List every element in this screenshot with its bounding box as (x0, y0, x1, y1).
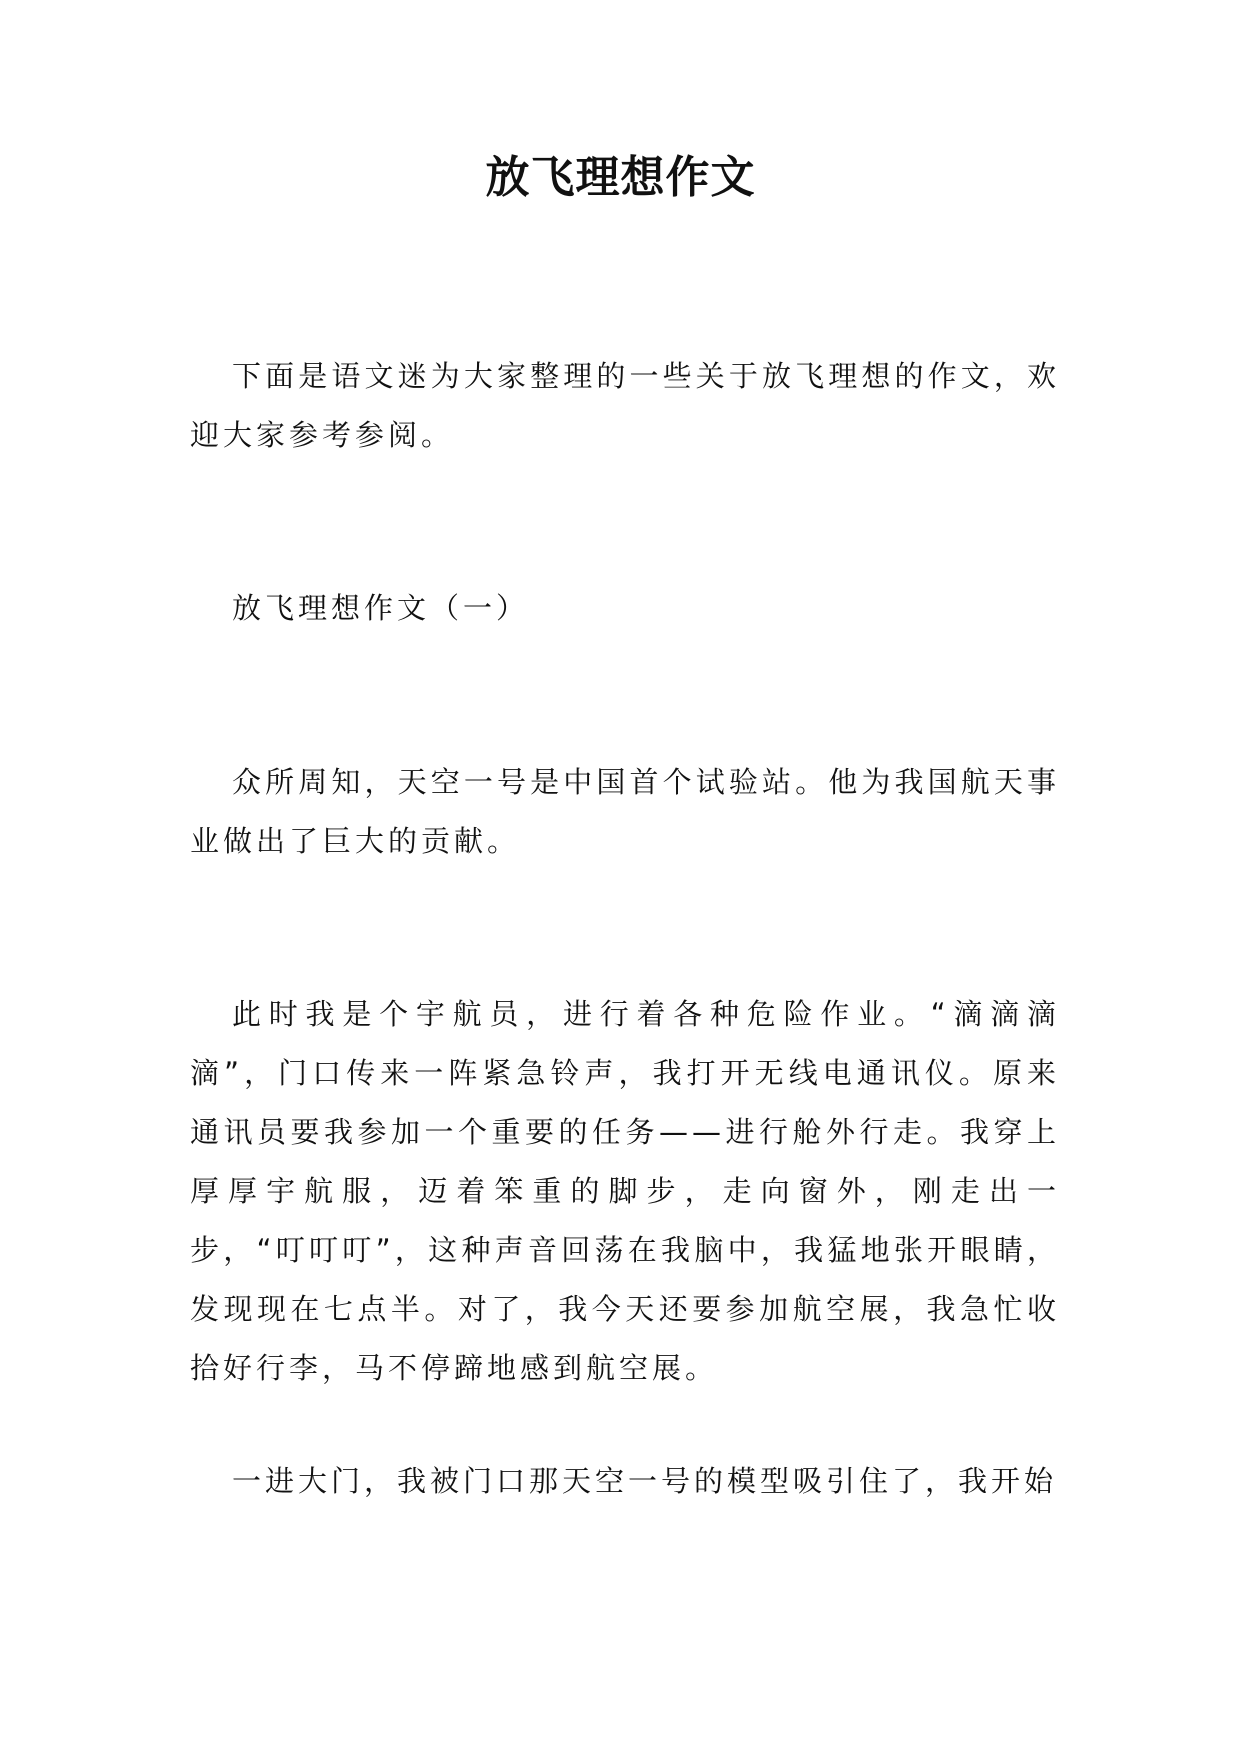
body-paragraph: 此时我是个宇航员，进行着各种危险作业。“滴滴滴滴”，门口传来一阵紧急铃声，我打开无线电通讯仪。原来通讯员要我参加一个重要的任务——进行舱外行走。我穿上厚厚宇航服，迈着笨重的脚步，走向窗外，刚走出一步，“叮叮叮”，这种声音回荡在我脑中，我猛地张开眼睛，发现现在七点半。对了，我今天还要参加航空展，我急忙收拾好行李，马不停蹄地感到航空展。 (190, 997, 1060, 1385)
body-paragraph: 一进大门，我被门口那天空一号的模型吸引住了，我开始 (232, 1464, 1058, 1498)
document-title: 放飞理想作文 (485, 152, 756, 203)
intro-paragraph: 下面是语文迷为大家整理的一些关于放飞理想的作文，欢迎大家参考参阅。 (190, 359, 1060, 452)
body-paragraph: 众所周知，天空一号是中国首个试验站。他为我国航天事业做出了巨大的贡献。 (190, 765, 1060, 858)
section-heading: 放飞理想作文（一） (232, 591, 530, 625)
